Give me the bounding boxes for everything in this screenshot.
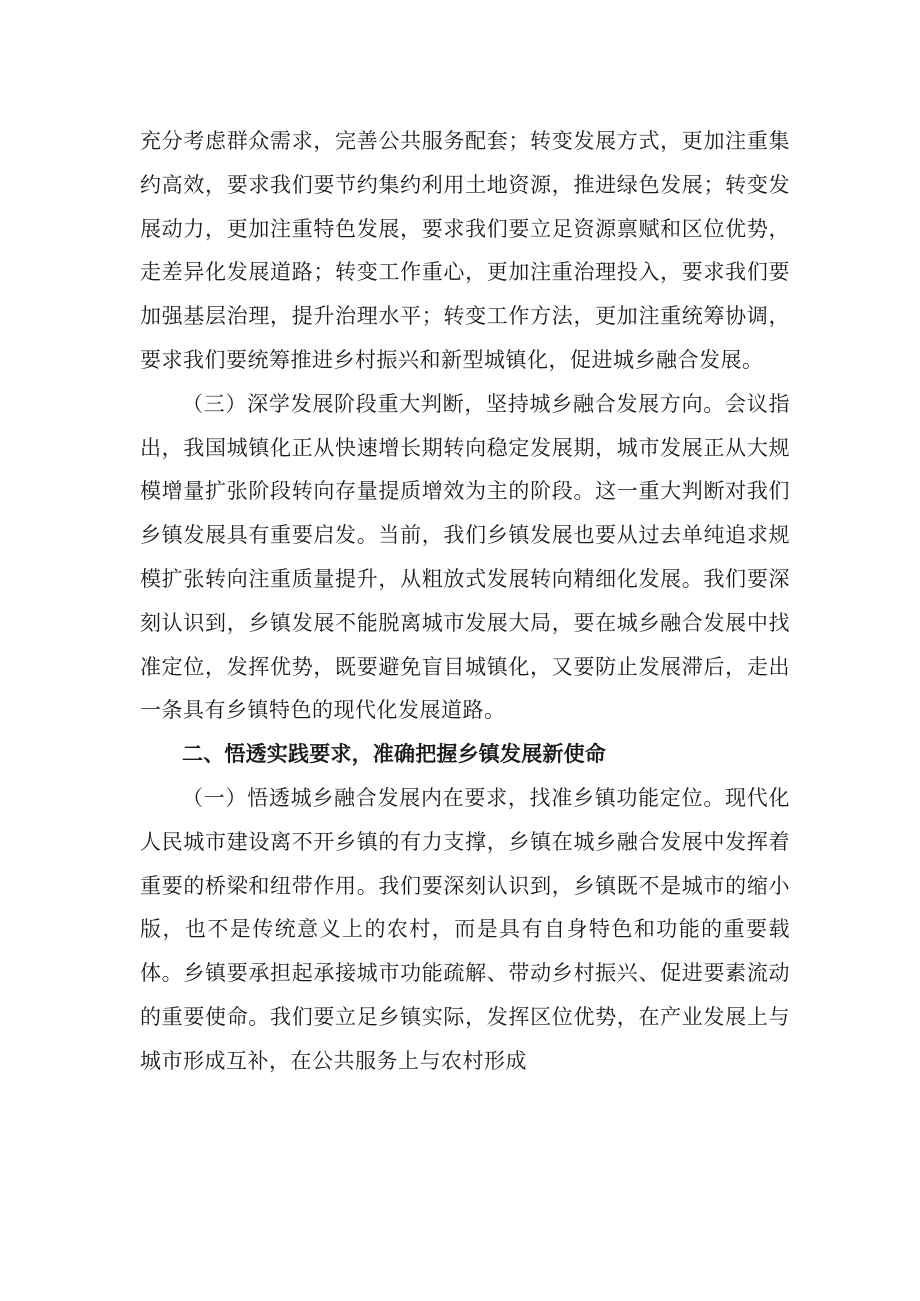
paragraph-section-three: （三）深学发展阶段重大判断，坚持城乡融合发展方向。会议指出，我国城镇化正从快速增长期转向稳定发展期，城市发展正从大规模增量扩张阶段转向存量提质增效为主的阶段。这一重大判断对我们乡镇发展具有重要启发。当前，我们乡镇发展也要从过去单纯追求规模扩张转向注重质量提升，从粗放式发展转向精细化发展。我们要深刻认识到，乡镇发展不能脱离城市发展大局，要在城乡融合发展中找准定位，发挥优势，既要避免盲目城镇化，又要防止发展滞后，走出一条具有乡镇特色的现代化发展道路。 [140, 391, 790, 723]
section-heading: 二、悟透实践要求，准确把握乡镇发展新使命 [182, 742, 606, 767]
paragraph-section-one: （一）悟透城乡融合发展内在要求，找准乡镇功能定位。现代化人民城市建设离不开乡镇的有力支撑，乡镇在城乡融合发展中发挥着重要的桥梁和纽带作用。我们要深刻认识到，乡镇既不是城市的缩小版，也不是传统意义上的农村，而是具有自身特色和功能的重要载体。乡镇要承担起承接城市功能疏解、带动乡村振兴、促进要素流动的重要使命。我们要立足乡镇实际，发挥区位优势，在产业发展上与城市形成互补，在公共服务上与农村形成 [140, 785, 790, 1073]
document-body [140, 120, 790, 1084]
paragraph-continued: 充分考虑群众需求，完善公共服务配套；转变发展方式，更加注重集约高效，要求我们要节约集约利用土地资源，推进绿色发展；转变发展动力，更加注重特色发展，要求我们要立足资源禀赋和区位优势，走差异化发展道路；转变工作重心，更加注重治理投入，要求我们要加强基层治理，提升治理水平；转变工作方法，更加注重统筹协调，要求我们要统筹推进乡村振兴和新型城镇化，促进城乡融合发展。 [140, 129, 790, 372]
